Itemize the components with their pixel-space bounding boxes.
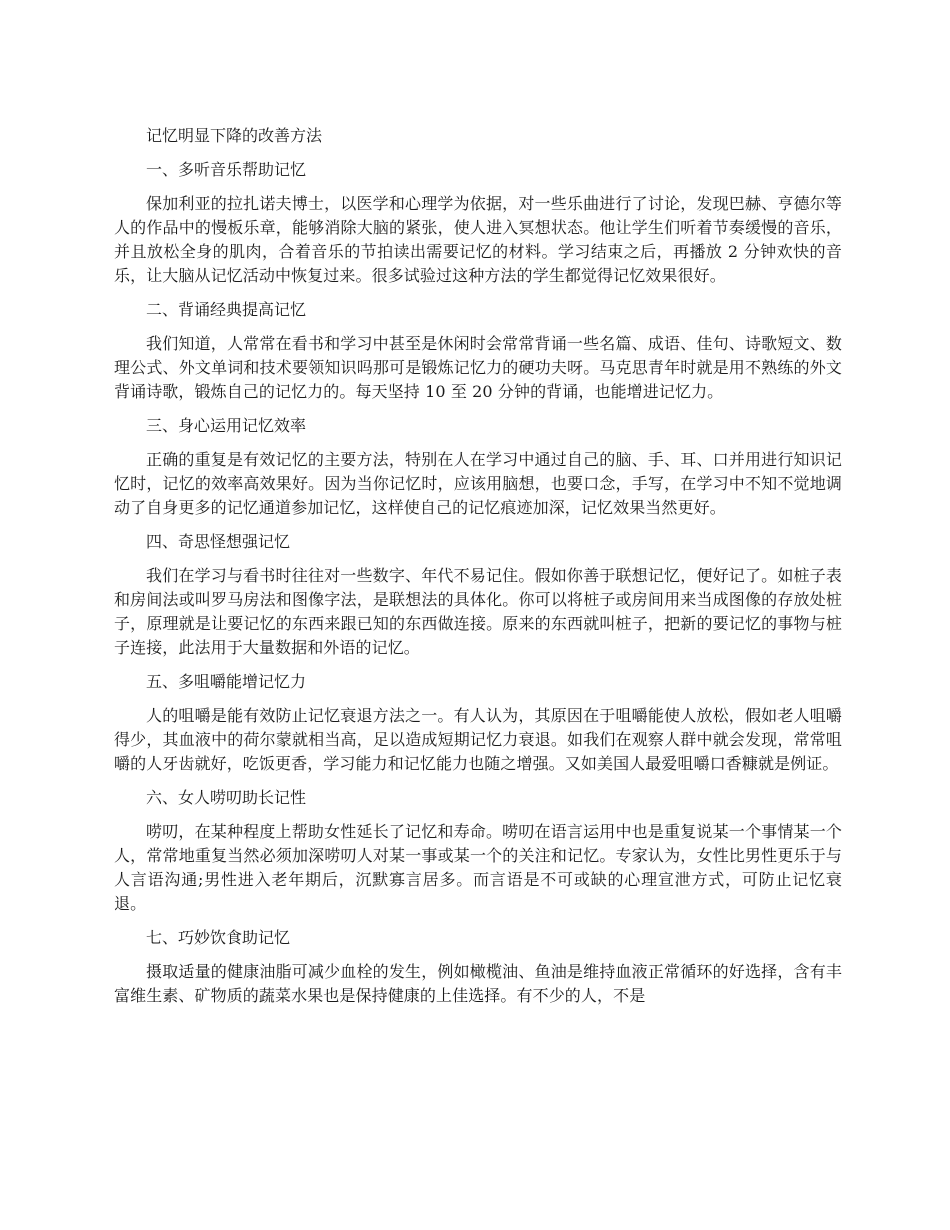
document-page (114, 124, 842, 1018)
section-heading-6: 六、女人唠叨助长记性 (146, 788, 307, 807)
section-body-6: 唠叨，在某种程度上帮助女性延长了记忆和寿命。唠叨在语言运用中也是重复说某一个事情某一个人，常常地重复当然必须加深唠叨人对某一事或某一个的关注和记忆。专家认为，女性比男性更乐于与人言语沟通;男性进入老年期后，沉默寡言居多。而言语是不可或缺的心理宣泄方式，可防止记忆衰退。 (114, 822, 842, 913)
section-heading-5: 五、多咀嚼能增记忆力 (146, 672, 307, 691)
section-heading-4: 四、奇思怪想强记忆 (146, 532, 291, 551)
section-heading-7: 七、巧妙饮食助记忆 (146, 928, 291, 947)
section-heading-1: 一、多听音乐帮助记忆 (146, 160, 307, 179)
section-heading-2: 二、背诵经典提高记忆 (146, 300, 307, 319)
section-body-7: 摄取适量的健康油脂可减少血栓的发生，例如橄榄油、鱼油是维持血液正常循环的好选择，含有丰富维生素、矿物质的蔬菜水果也是保持健康的上佳选择。有不少的人，不是 (114, 962, 842, 1005)
document-title: 记忆明显下降的改善方法 (146, 126, 323, 145)
section-body-2: 我们知道，人常常在看书和学习中甚至是休闲时会常常背诵一些名篇、成语、佳句、诗歌短文、数理公式、外文单词和技术要领知识吗那可是锻炼记忆力的硬功夫呀。马克思青年时就是用不熟练的外文背诵诗歌，锻炼自己的记忆力的。每天坚持 10 至 20 分钟的背诵，也能增进记忆力。 (114, 334, 842, 401)
section-heading-3: 三、身心运用记忆效率 (146, 416, 307, 435)
section-body-1: 保加利亚的拉扎诺夫博士，以医学和心理学为依据，对一些乐曲进行了讨论，发现巴赫、亨德尔等人的作品中的慢板乐章，能够消除大脑的紧张，使人进入冥想状态。他让学生们听着节奏缓慢的音乐，并且放松全身的肌肉，合着音乐的节拍读出需要记忆的材料。学习结束之后，再播放 2 分钟欢快的音乐，让大脑从记忆活动中恢复过来。很多试验过这种方法的学生都觉得记忆效果很好。 (114, 194, 842, 285)
section-body-4: 我们在学习与看书时往往对一些数字、年代不易记住。假如你善于联想记忆，便好记了。如桩子表和房间法或叫罗马房法和图像字法，是联想法的具体化。你可以将桩子或房间用来当成图像的存放处桩子，原理就是让要记忆的东西来跟已知的东西做连接。原来的东西就叫桩子，把新的要记忆的事物与桩子连接，此法用于大量数据和外语的记忆。 (114, 566, 842, 657)
section-body-3: 正确的重复是有效记忆的主要方法，特别在人在学习中通过自己的脑、手、耳、口并用进行知识记忆时，记忆的效率高效果好。因为当你记忆时，应该用脑想，也要口念，手写，在学习中不知不觉地调动了自身更多的记忆通道参加记忆，这样使自己的记忆痕迹加深，记忆效果当然更好。 (114, 450, 842, 517)
section-body-5: 人的咀嚼是能有效防止记忆衰退方法之一。有人认为，其原因在于咀嚼能使人放松，假如老人咀嚼得少，其血液中的荷尔蒙就相当高，足以造成短期记忆力衰退。如我们在观察人群中就会发现，常常咀嚼的人牙齿就好，吃饭更香，学习能力和记忆能力也随之增强。又如美国人最爱咀嚼口香糠就是例证。 (114, 706, 842, 773)
